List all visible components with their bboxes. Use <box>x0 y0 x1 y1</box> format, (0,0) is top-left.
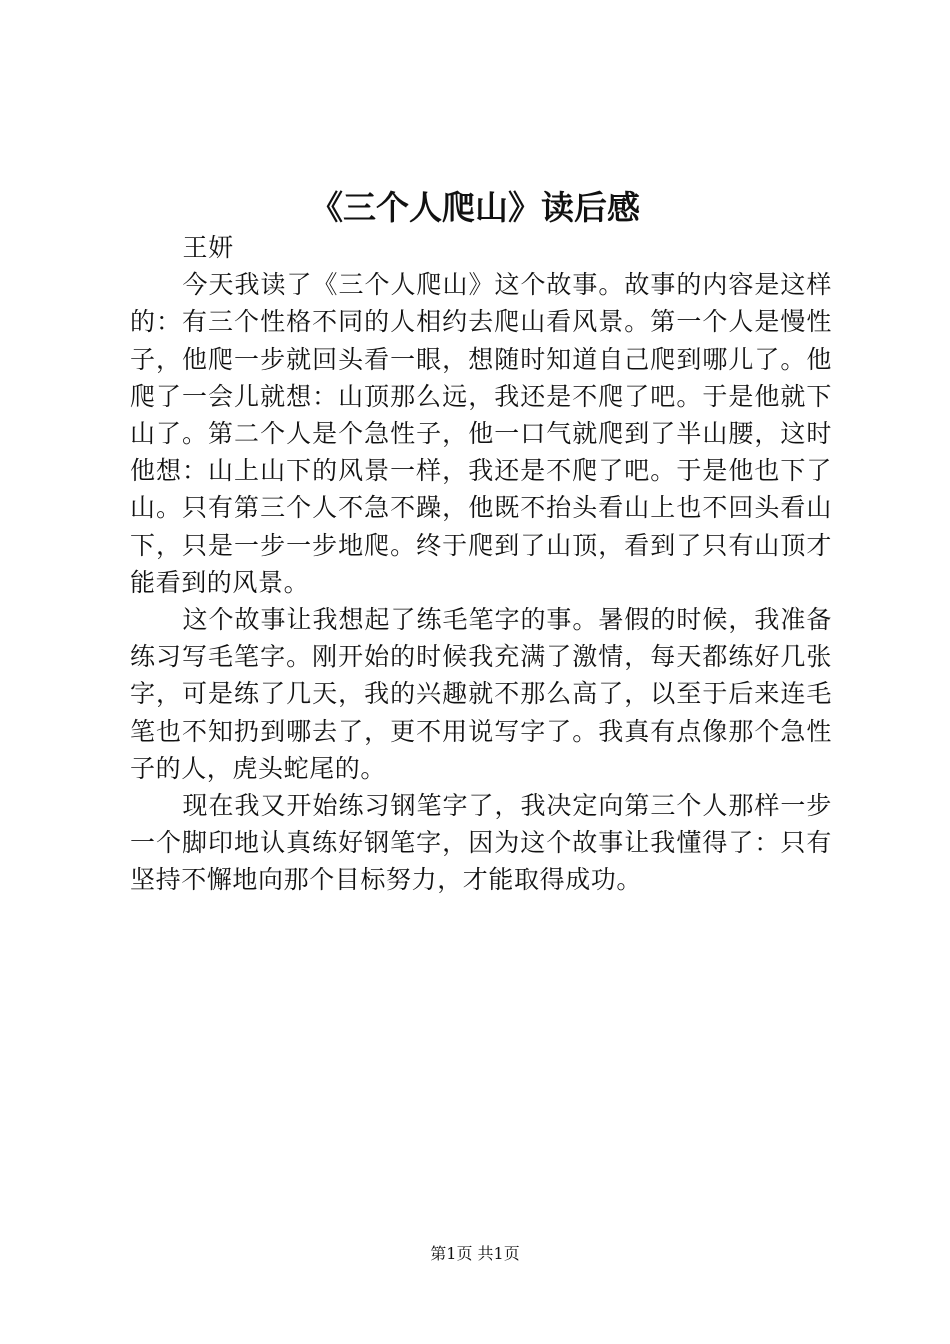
paragraph-1: 今天我读了《三个人爬山》这个故事。故事的内容是这样的：有三个性格不同的人相约去爬山看风景。第一个人是慢性子，他爬一步就回头看一眼，想随时知道自己爬到哪儿了。他爬了一会儿就想：山顶那么远，我还是不爬了吧。于是他就下山了。第二个人是个急性子，他一口气就爬到了半山腰，这时他想：山上山下的风景一样，我还是不爬了吧。于是他也下了山。只有第三个人不急不躁，他既不抬头看山上也不回头看山下，只是一步一步地爬。终于爬到了山顶，看到了只有山顶才能看到的风景。 <box>130 270 832 597</box>
paragraph-2: 这个故事让我想起了练毛笔字的事。暑假的时候，我准备练习写毛笔字。刚开始的时候我充满了激情，每天都练好几张字，可是练了几天，我的兴趣就不那么高了，以至于后来连毛笔也不知扔到哪去了，更不用说写字了。我真有点像那个急性子的人，虎头蛇尾的。 <box>130 605 832 783</box>
page-footer: 第1页 共1页 <box>430 1244 520 1263</box>
author-line: 王妍 <box>182 233 234 262</box>
paragraph-3: 现在我又开始练习钢笔字了，我决定向第三个人那样一步一个脚印地认真练好钢笔字，因为这个故事让我懂得了：只有坚持不懈地向那个目标努力，才能取得成功。 <box>130 791 832 895</box>
document-body <box>130 229 832 899</box>
document-title: 《三个人爬山》读后感 <box>310 188 640 227</box>
